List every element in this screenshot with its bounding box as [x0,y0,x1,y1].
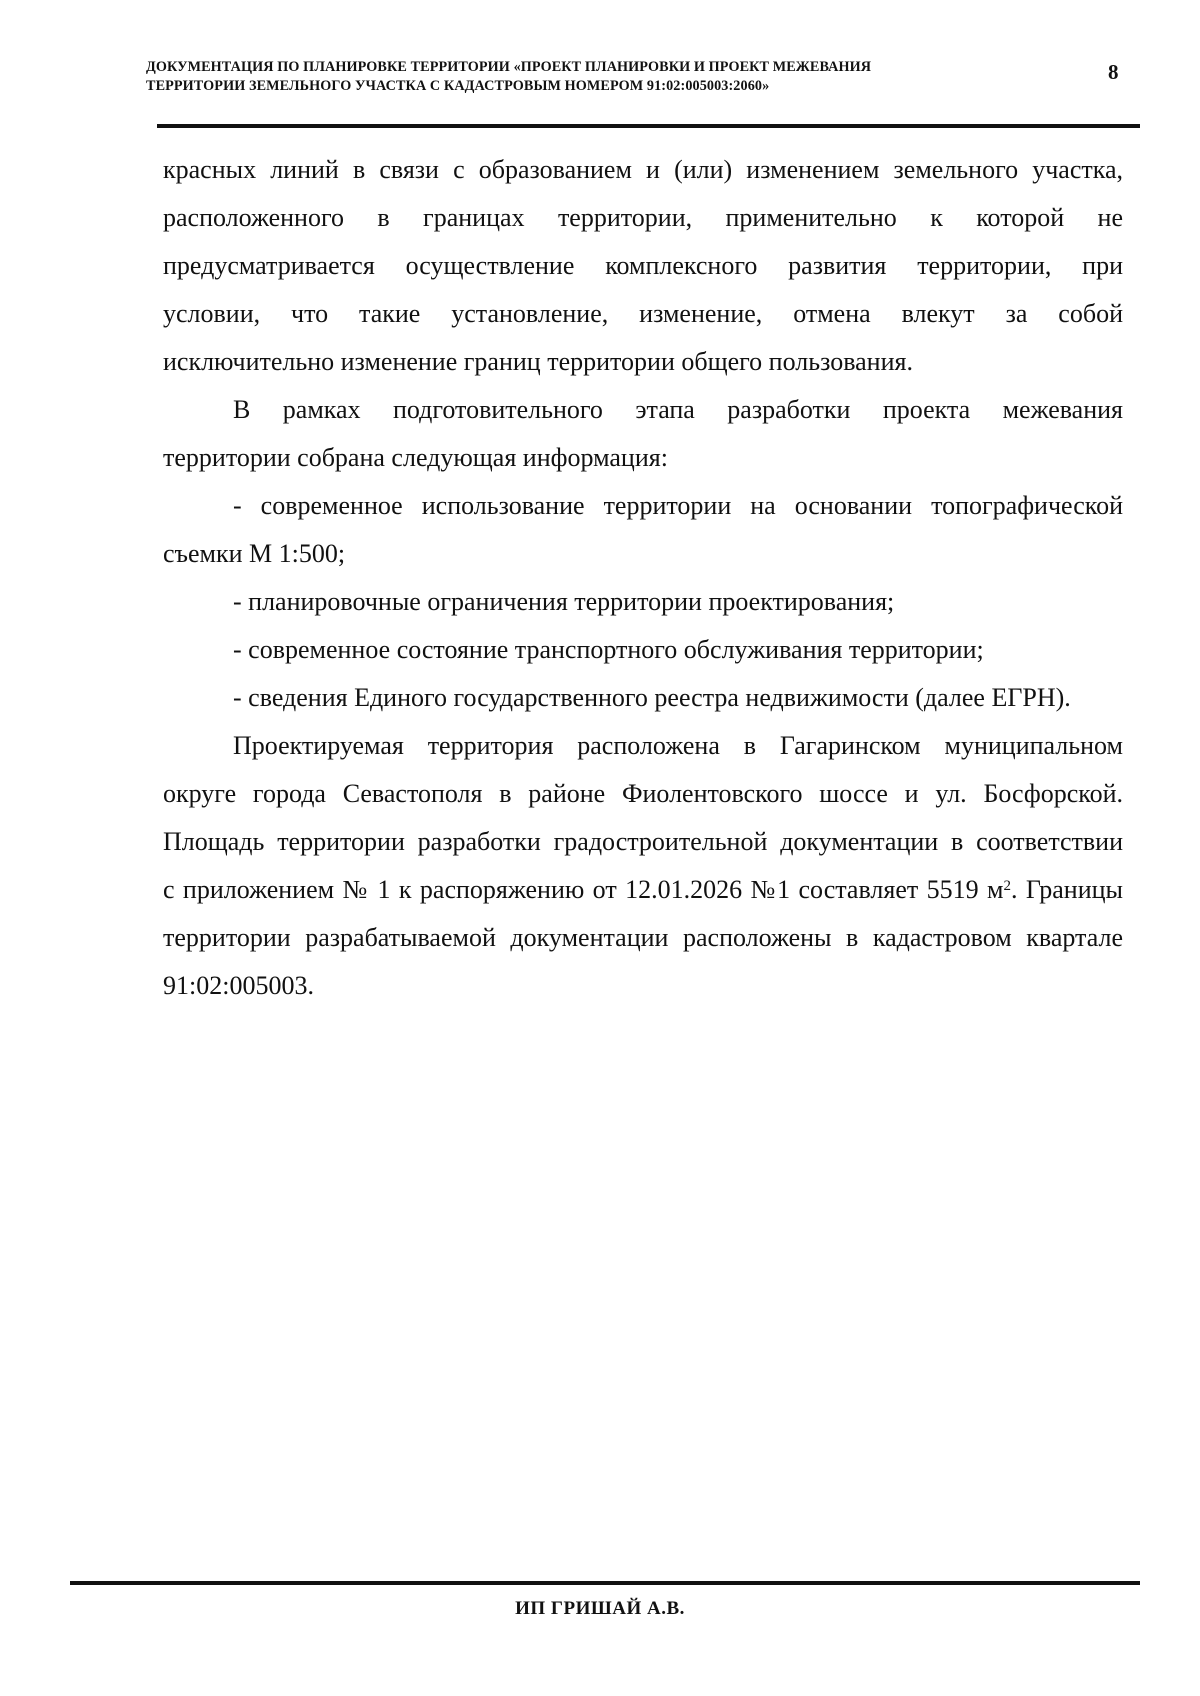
text-line: территории разрабатываемой документации расположены в кадастровом квартале [163,923,1123,952]
superscript: 2 [1003,878,1011,894]
text-line [163,866,1123,914]
text-line: - современное состояние транспортного обслуживания территории; [233,635,984,664]
footer-divider [70,1581,1140,1585]
body-text [163,146,1123,1010]
text-line: Площадь территории разработки градостроительной документации в соответствии [163,827,1123,856]
paragraph [163,722,1123,1010]
list-item [163,674,1123,722]
text-line: - современное использование территории на основании топографической [233,491,1123,520]
text-line: расположенного в границах территории, применительно к которой не [163,203,1123,232]
text-line: - планировочные ограничения территории проектирования; [233,587,895,616]
text-segment: . Границы [1010,875,1123,904]
header-title [146,58,1006,96]
list-item [163,626,1123,674]
list-item [163,578,1123,626]
list-item [163,482,1123,578]
text-line: - сведения Единого государственного реестра недвижимости (далее ЕГРН). [233,683,1071,712]
paragraph [163,146,1123,386]
text-line: съемки М 1:500; [163,539,346,568]
text-line: В рамках подготовительного этапа разработки проекта межевания [233,395,1123,424]
text-line: 91:02:005003. [163,971,314,1000]
footer-author: ИП ГРИШАЙ А.В. [515,1598,685,1619]
text-line: исключительно изменение границ территории общего пользования. [163,347,913,376]
text-line: Проектируемая территория расположена в Гагаринском муниципальном [233,731,1123,760]
text-segment: с приложением № 1 к распоряжению от 12.01.2026 №1 составляет 5519 м [163,875,1004,904]
paragraph [163,386,1123,482]
header-divider [157,124,1140,128]
text-line: условии, что такие установление, изменение, отмена влекут за собой [163,299,1123,328]
text-line: территории собрана следующая информация: [163,443,668,472]
text-line: предусматривается осуществление комплексного развития территории, при [163,251,1123,280]
text-line: красных линий в связи с образованием и (или) изменением земельного участка, [163,155,1123,184]
header-title-line: ТЕРРИТОРИИ ЗЕМЕЛЬНОГО УЧАСТКА С КАДАСТРОВЫМ НОМЕРОМ 91:02:005003:2060» [146,78,770,94]
text-line: округе города Севастополя в районе Фиолентовского шоссе и ул. Босфорской. [163,779,1123,808]
page-number: 8 [1108,60,1119,84]
header-title-line: ДОКУМЕНТАЦИЯ ПО ПЛАНИРОВКЕ ТЕРРИТОРИИ «ПРОЕКТ ПЛАНИРОВКИ И ПРОЕКТ МЕЖЕВАНИЯ [146,59,872,75]
